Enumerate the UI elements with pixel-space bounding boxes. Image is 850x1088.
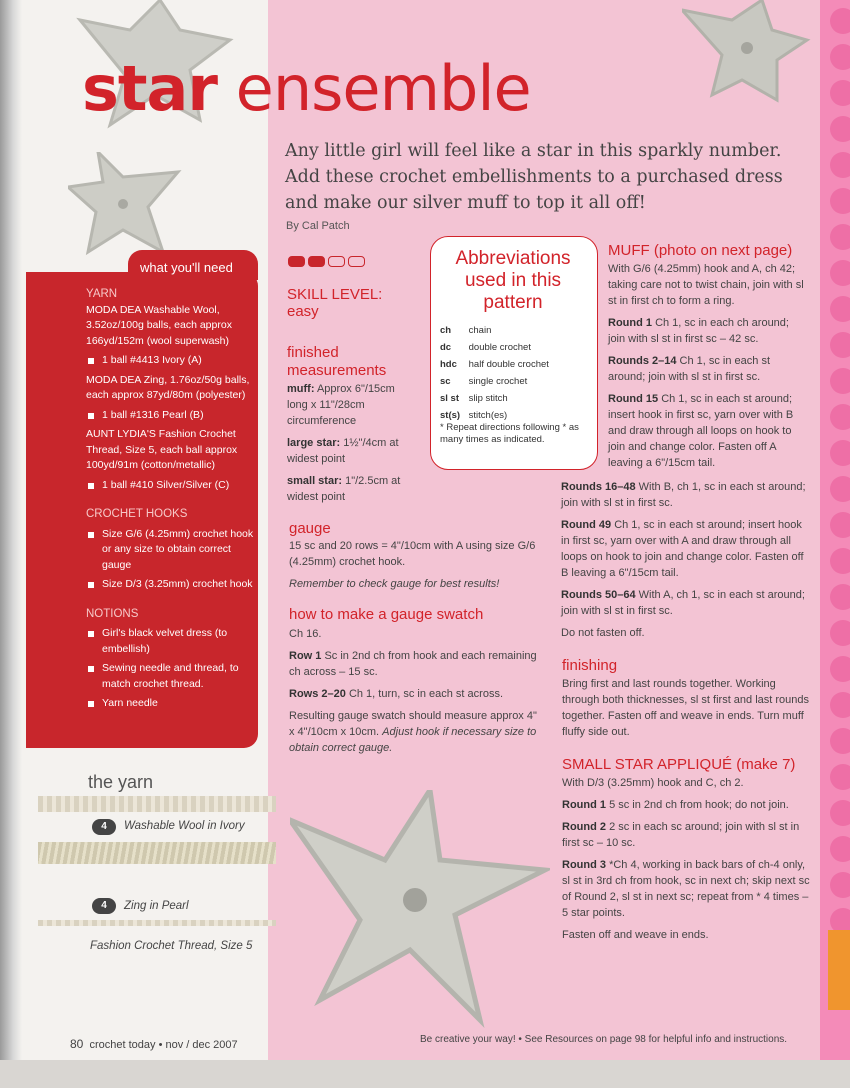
weight-badge-1: 4: [92, 819, 116, 835]
yarn-section-heading: the yarn: [88, 772, 154, 792]
gauge-heading: gauge: [289, 520, 331, 537]
yarn-sample-ivory: [38, 796, 276, 812]
orange-accent: [828, 930, 850, 1010]
abbr-item: sl st slip stitch: [440, 393, 508, 404]
page-title: star ensemble: [82, 52, 531, 125]
swatch-body: Ch 16. Row 1 Sc in 2nd ch from hook and each remaining ch across – 15 sc. Rows 2–20 Ch 1, turn, sc in each st across. Resulting gauge swatch should measure approx 4" x 4"/10cm x 10cm. Adjust hook if necessary size to obtain correct gauge.: [289, 628, 537, 754]
abbr-item: st(s) stitch(es): [440, 410, 508, 421]
skill-level-meter: [288, 254, 368, 272]
skill-level-value: easy: [287, 303, 319, 320]
notion-3: Yarn needle: [86, 696, 256, 712]
yarn-heading: YARN: [86, 288, 118, 300]
byline: By Cal Patch: [286, 220, 350, 232]
page-spine-shadow: [0, 0, 22, 1088]
yarn-label-2: Zing in Pearl: [124, 900, 189, 912]
notions-heading: NOTIONS: [86, 607, 139, 620]
yarn-sample-pearl: [38, 842, 276, 864]
needs-list: [86, 287, 256, 712]
abbreviations-note: * Repeat directions following * as many times as indicated.: [440, 422, 579, 445]
measurements-body: muff: Approx 6"/15cm long x 11"/28cm circumference large star: 1½"/4cm at widest point small star: 1"/2.5cm at widest point: [287, 383, 401, 503]
hook-2: Size D/3 (3.25mm) crochet hook: [86, 577, 256, 593]
abbr-item: hdc half double crochet: [440, 359, 549, 370]
bottom-edge: [0, 1060, 850, 1088]
weight-badge-2: 4: [92, 898, 116, 914]
muff-body-lower: Rounds 16–48 With B, ch 1, sc in each st around; join with sl st in first sc. Round 49 Ch 1, sc in each st around; insert hook in first sc, yarn over with A and draw through all loops on hook to join and change color. Fasten off B leaving a 6"/15cm tail. Rounds 50–64 With A, ch 1, sc in each st around; join with sl st in first sc. Do not fasten off.: [561, 481, 806, 639]
yarn-1: MODA DEA Washable Wool, 3.52oz/100g balls, each approx 166yd/152m (wool superwash): [86, 303, 232, 347]
swatch-heading: how to make a gauge swatch: [289, 606, 484, 623]
abbr-item: sc single crochet: [440, 376, 528, 387]
gauge-body: 15 sc and 20 rows = 4"/10cm with A using size G/6 (4.25mm) crochet hook. Remember to check gauge for best results!: [289, 540, 536, 590]
abbr-item: ch chain: [440, 325, 492, 336]
page-footer-right: Be creative your way! • See Resources on page 98 for helpful info and instructions.: [420, 1034, 788, 1045]
yarn-2: MODA DEA Zing, 1.76oz/50g balls, each approx 87yd/80m (polyester): [86, 373, 250, 401]
small-star-heading: SMALL STAR APPLIQUÉ (make 7): [562, 756, 796, 773]
notion-1: Girl's black velvet dress (to embellish): [86, 626, 256, 657]
skill-pip-1: [288, 256, 305, 267]
abbreviations-list: [440, 322, 590, 424]
yarn-2-amount: 1 ball #1316 Pearl (B): [86, 408, 256, 424]
hooks-heading: CROCHET HOOKS: [86, 508, 188, 520]
finishing-body: Bring first and last rounds together. Working through both thicknesses, sl st first and last rounds together. Fasten off and weave in ends. Turn muff fluffy side out.: [562, 678, 810, 738]
page-footer-left: 80 crochet today • nov / dec 2007: [70, 1037, 238, 1051]
small-star-photo-left: [68, 152, 188, 256]
skill-pip-3: [328, 256, 345, 267]
yarn-label-3: Fashion Crochet Thread, Size 5: [90, 940, 253, 952]
abbreviations-title: Abbreviations used in this pattern: [455, 248, 571, 313]
measurements-heading: finished measurements: [287, 344, 387, 379]
needs-title: what you'll need: [140, 260, 233, 275]
muff-body-upper: With G/6 (4.25mm) hook and A, ch 42; taking care not to twist chain, join with sl st in first ch to form a ring. Round 1 Ch 1, sc in each ch around; join with sl st in first sc – 42 sc. Rounds 2–14 Ch 1, sc in each st around; join with sl st in first sc. Round 15 Ch 1, sc in each st around; insert hook in first sc, yarn over with B and draw through all loops on hook to join and change color. Fasten off A leaving a 6"/15cm tail.: [608, 263, 804, 469]
finishing-heading: finishing: [562, 657, 618, 674]
yarn-1-amount: 1 ball #4413 Ivory (A): [86, 353, 256, 369]
skill-level-heading: SKILL LEVEL:: [287, 286, 383, 303]
yarn-3-amount: 1 ball #410 Silver/Silver (C): [86, 478, 256, 494]
large-star-photo-bottom: [290, 790, 550, 1030]
yarn-sample-thread: [38, 920, 276, 926]
abbr-item: dc double crochet: [440, 342, 531, 353]
polka-dot-edge: [820, 0, 850, 1060]
small-star-body: With D/3 (3.25mm) hook and C, ch 2. Round 1 5 sc in 2nd ch from hook; do not join. Round 2 2 sc in each sc around; join with sl st in first sc – 10 sc. Round 3 *Ch 4, working in back bars of ch-4 only, sl st in 3rd ch from hook, sc in next ch; skip next sc of Round 2, sl st in next sc; repeat from * 4 times – 5 star points. Fasten off and weave in ends.: [562, 777, 810, 941]
yarn-label-1: Washable Wool in Ivory: [124, 820, 245, 832]
skill-pip-4: [348, 256, 365, 267]
hook-1: Size G/6 (4.25mm) crochet hook or any size to obtain correct gauge: [86, 527, 256, 574]
yarn-3: AUNT LYDIA'S Fashion Crochet Thread, Size 5, each ball approx 100yd/91m (cotton/metallic): [86, 428, 238, 471]
notion-2: Sewing needle and thread, to match crochet thread.: [86, 661, 256, 692]
small-star-photo-top-right: [682, 0, 812, 104]
intro-text: Any little girl will feel like a star in this sparkly number. Add these crochet embellishments to a purchased dress and make our silver muff to top it all off!: [285, 141, 783, 213]
skill-pip-2: [308, 256, 325, 267]
muff-heading: MUFF (photo on next page): [608, 242, 793, 259]
